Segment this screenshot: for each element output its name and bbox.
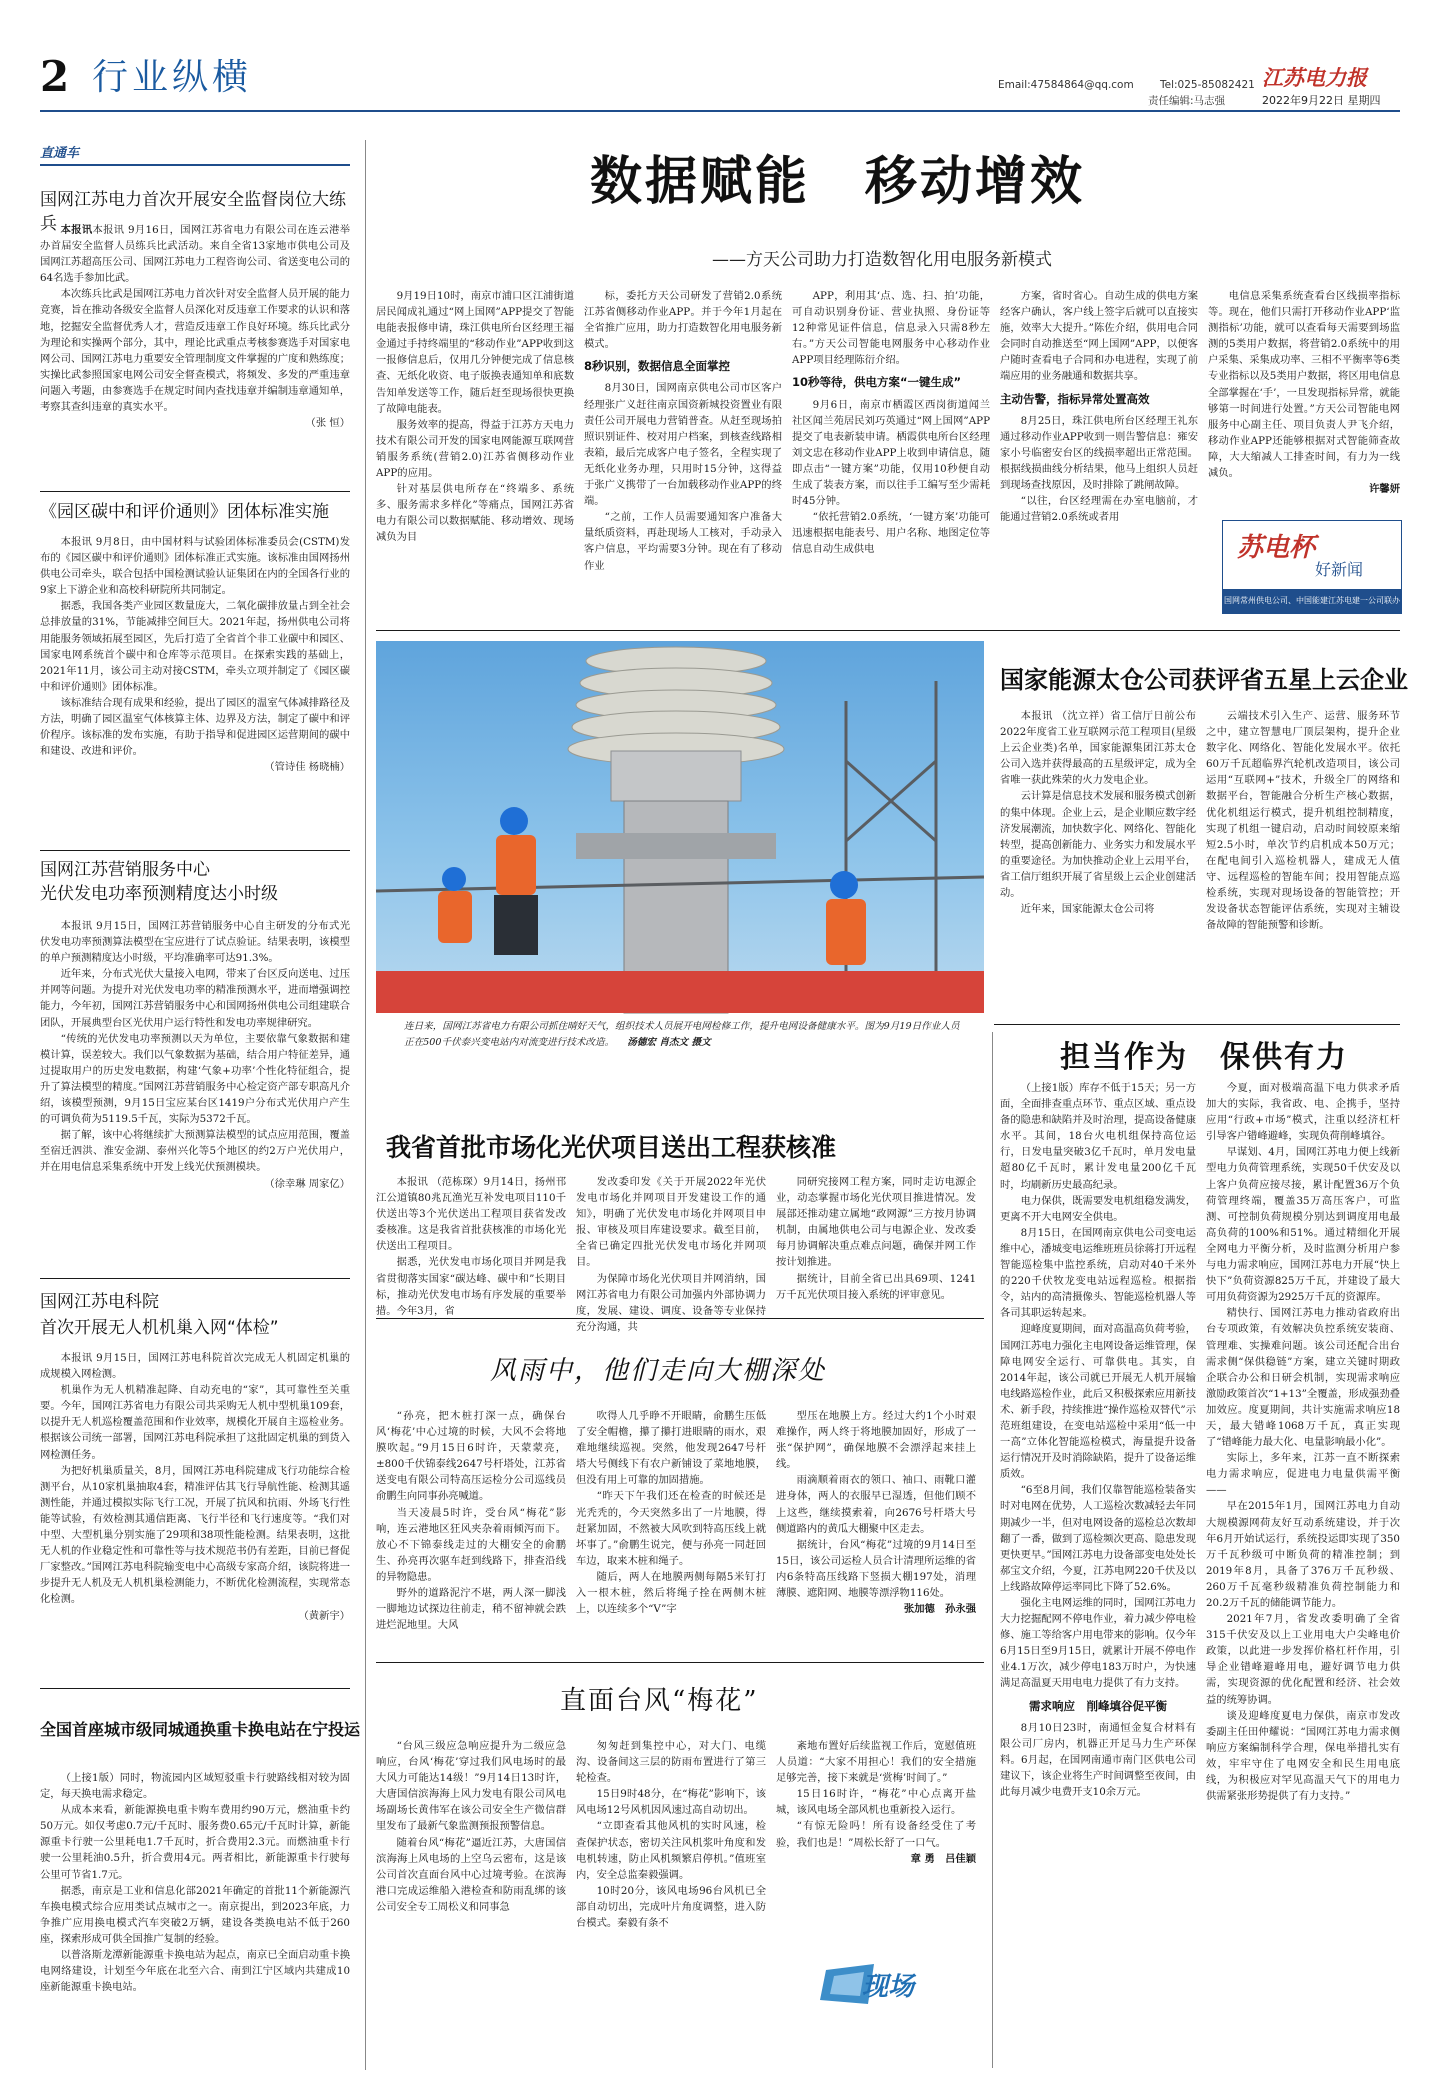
article-body: 紊地布置好后续监视工作后，宽慰值班人员道：“大家不用担心！我们的安全措施足够完善，接下来就是‘赏梅’时间了。” 15日16时许，“梅花”中心点离开盐城，该风电场全部风机也重新投入运行。 “有惊无险吗！所有设备经受住了考验，我们也是！”周松长舒了一口气。 章 勇 吕佳颖 <box>776 1738 976 1946</box>
photo-caption-box <box>376 1013 984 1059</box>
article-body: 本报讯本报讯 9月16日，国网江苏省电力有限公司在连云港举办首届安全监督人员练兵比武活动。来自全省13家地市供电公司及国网江苏超高压公司、国网江苏电力工程咨询公司、省送变电公司的64名选手参加比武。 本次练兵比武是国网江苏电力首次针对安全监督人员开展的能力竞赛，旨在推动各级安全监督人员深化对反违章工作要求的认识和落地，挖掘安全监督优秀人才，营造反违章工作良好环境。练兵比武分为理论和实操两个部分，其中，理论比武重点考核参赛选手对国家电网公司、国网江苏电力重要安全管理制度文件掌握的广度和熟练度；实操比武参照国家电网公司安全督查模式，将频发、多发的严重违章问题入考题，由参赛选手在规定时间内查找违章并编制违章通知单，考察其查纠违章的真实水平。 （张 恒） <box>40 224 350 430</box>
feature-column: 方案，省时省心。自动生成的供电方案经客户确认，客户线上签字后就可以直接实施，效率大大提升。”陈佐介绍，供用电合同会同时自动推送至“网上国网”APP，以便客户随时查看电子合同和办电进程，实现了前端应用的业务融通和数据共享。 主动告警，指标异常处置高效 8月25日，珠江供电所台区经理王礼东通过移动作业APP收到一则告警信息：雍安家小号临密安台区的线损率超出正常范围。根据线损曲线分析结果，他马上组织人员赶到现场查找原因，及时排除了跳闸故障。 “以往，台区经理需在办室电脑前，才能通过营销2.0系统或者用 <box>1000 290 1198 524</box>
feature-column: 9月19日10时，南京市浦口区江浦街道居民闻成礼通过“网上国网”APP提交了智能电能表报修申请，珠江供电所台区经理王福金通过手持终端里的“移动作业”APP收到这一报修信息后，仅用几分钟便完成了信息核查、无纸化收资、电子版换表通知单和底数告知单发送等工作，随后赶至现场很快更换了故障电能表。 服务效率的提高，得益于江苏方天电力技术有限公司开发的国家电网能源互联网营销服务系统(营销2.0)江苏省侧移动作业APP的应用。 针对基层供电所存在“终端多、系统多、服务需求多样化”等痛点，国网江苏省电力有限公司以数据赋能、移动增效、现场减负为目 <box>376 290 574 544</box>
divider <box>376 1318 984 1319</box>
paper-logo: 江苏电力报 <box>1262 65 1367 90</box>
news-photo <box>376 641 984 1013</box>
article-title: 直面台风“梅花” <box>560 1686 759 1716</box>
byline: 章 勇 吕佳颖 <box>910 1852 976 1865</box>
article-body: （上接1版）同时，物流园内区域短驳重卡行驶路线相对较为固定，每天换电需求稳定。 从成本来看，新能源换电重卡购车费用约90万元，燃油重卡约50万元。如仅考虑0.7元/千瓦时、服务费0.65元/千瓦时计算，新能源重卡行驶一公里耗电1.7千瓦时，折合费用2.3元。而燃油重卡行驶一公里耗油0.5升，折合费用4元。两者相比，新能源重卡行驶每公里可节省1.7元。 据悉，南京是工业和信息化部2021年确定的首批11个新能源汽车换电模式综合应用类试点城市之一。南京提出，到2023年底，力争推广应用换电模式汽车突破2万辆，建设各类换电站不低于260座，探索形成可供全国推广复制的经验。 以普洛斯龙潭新能源重卡换电站为起点，南京已全面启动重卡换电网络建设，计划至今年底在北至六合、南到江宁区域内共建成10座新能源重卡换电站。 <box>40 1772 350 1994</box>
page-number: 2 <box>40 52 70 101</box>
article-title-line2: 光伏发电功率预测精度达小时级 <box>40 884 278 904</box>
divider <box>40 491 350 492</box>
article-title: 风雨中，他们走向大棚深处 <box>490 1356 827 1386</box>
article-title: 我省首批市场化光伏项目送出工程获核准 <box>386 1133 837 1162</box>
column-divider <box>992 1032 993 2068</box>
section-tag <box>820 1960 980 2010</box>
masthead-tel: Tel:025-85082421 <box>1160 79 1255 91</box>
article-body: 本报讯 （沈立祥）省工信厅日前公布2022年度省工业互联网示范工程项目(星级上云企业类)名单，国家能源集团江苏太仓公司入选并获得最高的五星级评定，成为全省唯一获此殊荣的火力发电企业。 云计算是信息技术发展和服务模式创新的集中体现。企业上云，是企业顺应数字经济发展潮流，加快数字化、网络化、智能化转型，提高创新能力、业务实力和发展水平的重要途径。为加快推动企业上云用平台，省工信厅组织开展了省星级上云企业创建活动。 近年来，国家能源太仓公司将 <box>1000 710 1196 916</box>
promo-subtitle: 好新闻 <box>1315 560 1364 579</box>
column-divider <box>365 140 366 2070</box>
article-title-line2: 首次开展无人机机巢入网“体检” <box>40 1318 279 1338</box>
article-body: （上接1版）库存不低于15天；另一方面，全面排查重点环节、重点区域、重点设备的隐患和缺陷并及时治理，提高设备健康水平。其间，18台火电机组保持高位运行，日发电量突破3亿千瓦时，单月发电量超80亿千瓦时，累计发电量200亿千瓦时，均刷新历史最高纪录。 电力保供，既需要发电机组稳发满发，更离不开大电网安全供电。 8月15日，在国网南京供电公司变电运维中心，潘城变电运维班班员徐蒋打开远程智能巡检集中监控系统，启动对40千米外的220千伏牧龙变电站远程巡检。根据指令，站内的高清摄像头、智能巡检机器人等各司其职运转起来。 迎峰度夏期间，面对高温高负荷考验，国网江苏电力强化主电网设备运维管理，保障电网安全运行、可靠供电。其实，自2014年起，该公司就已开展无人机开展输电线路巡检作业，此后又积极探索应用新技术、新手段，持续推进“操作巡检双替代”示范班组建设，在变电站巡检中采用“低一中一高”立体化智能巡检模式，海量提升设备运行情况开及时消除缺陷，提升了设备运维质效。 “6至8月间，我们仅靠智能巡检装备实时对电网在优势，人工巡检次数减轻去年同期减少一半，但对电网设备的巡检总次数却翻了一番，做到了巡检频次更高、隐患发现更快更早。”国网江苏电力设备部变电处处长郝宝文介绍，今夏，江苏电网220千伏及以上线路故障停运率同比下降了52.6%。 强化主电网运维的同时，国网江苏电力大力挖掘配网不停电作业，着力减少停电检修、施工等给客户用电带来的影响。仅今年6月15日至9月15日，就累计开展不停电作业4.1万次，减少停电183万时户，为快速满足高温夏天用电电力提供了有力支持。 需求响应 削峰填谷促平衡 8月10日23时，南通恒金复合材料有限公司厂房内，机器正开足马力生产环保料。6月起，在国网南通市南门区供电公司建议下，该企业将生产时间调整至夜间，由此每月减少电费开支10余万元。 <box>1000 1082 1196 1799</box>
divider <box>40 850 350 851</box>
article-title: 国网江苏电力首次开展安全监督岗位大练兵 <box>40 190 346 234</box>
article-body: “台风三级应急响应提升为二级应急响应，台风‘梅花’穿过我们风电场时的最大风力可能达14级！”9月14日13时许，大唐国信滨海海上风力发电有限公司风电场副场长黄伟军在该公司安全生产微信群里发布了最新气象监测预报预警信息。 随着台风“梅花”逼近江苏，大唐国信滨海海上风电场的上空乌云密布，这是该公司首次直面台风中心过境考验。在滨海港口完成运维船入港检查和防雨乱绑的该公司安全专工周松义和同事急 <box>376 1740 566 1913</box>
feature-subheading: 主动告警，指标异常处置高效 <box>1000 391 1150 406</box>
divider <box>376 630 1400 631</box>
masthead-editor: 责任编辑:马志强 <box>1148 95 1226 107</box>
article-body: 本报讯 （范栋琛）9月14日，扬州邗江公道镇80兆瓦渔光互补发电项目110千伏送出等3个光伏送出工程项目获省发改委核准。这是我省首批获核准的市场化光伏送出工程项目。 据悉，光伏发电市场化项目并网是我省贯彻落实国家“碳达峰、碳中和”长期目标，推动光伏发电市场有序发展的重要举措。今年3月，省 <box>376 1176 566 1317</box>
promo-box <box>1222 520 1402 614</box>
masthead-email: Email:47584864@qq.com <box>998 79 1134 91</box>
feature-subheading: 10秒等待，供电方案“一键生成” <box>792 375 962 390</box>
masthead-rule <box>40 110 1400 112</box>
article-body: 型压在地膜上方。经过大约1个小时艰难操作，两人终于将地膜加固好，形成了一张“保护网”，确保地膜不会漂浮起来挂上线。 雨滴顺着雨衣的领口、袖口、雨靴口灌进身体，两人的衣服早已湿透，但他们顾不上这些，继续摸索着，向2676号杆塔大号侧道路内的黄瓜大棚聚中区走去。 据统计，台风“梅花”过境的9月14日至15日，该公司运检人员合计清理所运维的省内6条特高压线路下竖损大棚197处，消理薄膜、遮阳网、地膜等漂浮物116处。 张加德 孙永强 <box>776 1408 976 1658</box>
photo-credit: 汤德宏 肖杰文 摄文 <box>627 1037 711 1048</box>
feature-subtitle: ——方天公司助力打造数智化用电服务新模式 <box>712 250 1052 270</box>
article-title: 《园区碳中和评价通则》团体标准实施 <box>40 502 329 522</box>
section-title: 行业纵横 <box>92 57 253 98</box>
promo-footer: 国网常州供电公司、中国能建江苏电建一公司联办 <box>1223 589 1401 613</box>
section-tag-label: 现场 <box>862 1972 915 2002</box>
feature-column: 标，委托方天公司研发了营销2.0系统江苏省侧移动作业APP。并于今年1月起在全省推广应用，助力打造数智化用电服务新模式。 8秒识别，数据信息全面掌控 8月30日，国网南京供电公司市区客户经理张广义赶往南京国资新城投资置业有限责任公司开展电力营销普查。从赶至现场拍照识别证件、校对用户档案，到核查线路相表箱，最后完成客户电子签名，全程实现了无纸化业务办理，只用时15分钟，这得益于张广义携带了一台加载移动作业APP的终端。 “之前，工作人员需要通知客户准备大量纸质资料，再赴现场人工核对，手动录入客户信息，平均需要3分钟。现在有了移动作业 <box>584 290 782 572</box>
feature-column: APP，利用其‘点、选、扫、拍’功能，可自动识别身份证、营业执照、身份证等12种常见证件信息，信息录入只需8秒左右。”方天公司智能电网服务中心移动作业APP项目经理陈衍介绍。 10秒等待，供电方案“一键生成” 9月6日，南京市栖霞区西岗街道闻兰社区闻兰苑居民刘巧英通过“网上国网”APP提交了电表新装申请。栖霞供电所台区经理刘文忠在移动作业APP上收到申请信息，随即点击“一键方案”功能，仅用10秒便自动生成了装表方案，而以往手工编写至少需耗时45分钟。 “依托营销2.0系统，‘一键方案’功能可迅速根据电能表号、用户名称、地图定位等信息自动生成供电 <box>792 290 990 556</box>
article-body: 发改委印发《关于开展2022年光伏发电市场化并网项目开发建设工作的通知》，明确了光伏发电市场化并网项目申报、审核及项目库建设要求。截至目前，全省已确定四批光伏发电市场化并网项目。 为保障市场化光伏项目并网消纳，国网江苏省电力有限公司加强内外部协调力度，发展、建设、调度、设备等专业保持充分沟通，共 <box>576 1176 766 1333</box>
article-title: 国家能源太仓公司获评省五星上云企业 <box>1000 665 1408 694</box>
article-title: 国网江苏营销服务中心 <box>40 860 210 880</box>
article-body: “孙亮，把木桩打深一点，确保台风‘梅花’中心过境的时候，大风不会将地膜吹起。”9月15日6时许，天蒙蒙亮，±800千伏锦泰线2647号杆塔处，江苏省送变电有限公司特高压运检分公司巡线员俞鹏生向同事孙亮喊道。 当天凌晨5时许，受台风“梅花”影响，连云港地区狂风夹杂着雨倾泻而下。放心不下锦泰线走过的大棚安全的俞鹏生、孙亮再次驱车赶到线路下，排查沿线的异物隐患。 野外的道路泥泞不堪，两人深一脚浅一脚地边试探边往前走，稍不留神就会跌进烂泥地里。大风 <box>376 1410 566 1632</box>
article-subheading: 需求响应 削峰填谷促平衡 <box>1029 1698 1167 1713</box>
promo-title: 苏电杯 <box>1237 533 1316 563</box>
article-title: 担当作为 保供有力 <box>1060 1040 1348 1075</box>
feature-title: 数据赋能 移动增效 <box>590 151 1086 212</box>
article-body: 同研究接网工程方案，同时走访电源企业，动态掌握市场化光伏项目推进情况。发展部还推动建立属地“政网源”三方按月协调机制，由属地供电公司与电源企业、发改委每月协调解决重点难点问题，确保并网工作按计划推进。 据统计，目前全省已出具69项、1241万千瓦光伏项目接入系统的评审意见。 <box>776 1176 976 1301</box>
masthead <box>0 0 1438 110</box>
photo-caption: 连日来，国网江苏省电力有限公司抓住晴好天气，组织技术人员展开电网检修工作，提升电网设备健康水平。图为9月19日作业人员正在500千伏泰兴变电站内对流变进行技术改造。 汤德宏 肖杰文 摄文 <box>404 1021 960 1048</box>
article-body: 吹得人几乎睁不开眼睛，俞鹏生压低了安全帽檐，攥了攥打进眼睛的雨水，艰难地继续巡视。突然，他发现2647号杆塔大号侧线下有农户新铺设了菜地地膜，但没有用上可靠的加固措施。 “昨天下午我们还在检查的时候还是光秃秃的，今天突然多出了一片地膜，得赶紧加固，不然被大风吹到特高压线上就坏事了。”俞鹏生说完，便与孙亮一同赶回车边，取来木桩和绳子。 随后，两人在地膜两侧每隔5米钉打入一根木桩，然后将绳子拴在两侧木桩上，以连续多个“V”字 <box>576 1410 766 1616</box>
divider <box>994 1024 1400 1025</box>
article-body: 匆匆赶到集控中心，对大门、电缆沟、设备间这三层的防雨布置进行了第三轮检查。 15日9时48分，在“梅花”影响下，该风电场12号风机因风速过高自动切出。 “立即查看其他风机的实时风速，检查保护状态，密切关注风机浆叶角度和发电机转速，防止风机频繁启停机。”值班室内，安全总监秦毅强调。 10时20分，该风电场96台风机已全部自动切出，完成叶片角度调整，进入防台模式。秦毅有条不 <box>576 1740 766 1930</box>
article-title: 国网江苏电科院 <box>40 1292 159 1312</box>
divider <box>40 1278 350 1279</box>
divider <box>376 1662 984 1663</box>
article-body: 本报讯 9月8日，由中国材料与试验团体标准委员会(CSTM)发布的《园区碳中和评价通则》团体标准正式实施。该标准由国网扬州供电公司牵头，联合包括中国检测试验认证集团在内的全国各行业的9家上下游企业和高校科研院所共同制定。 据悉，我国各类产业园区数量庞大，二氧化碳排放量占到全社会总排放量的31%，节能减排空间巨大。2021年起，扬州供电公司将用能服务领域拓展至园区，先后打造了全省首个非工业碳中和园区、国家电网系统首个碳中和仓库等示范项目。在探索实践的基础上，2021年11月，该公司主动对接CSTM，牵头立项并制定了《园区碳中和评价通则》团体标准。 该标准结合现有成果和经验，提出了园区的温室气体减排路径及方法，明确了园区温室气体核算主体、边界及方法，制定了碳中和评价程序。该标准的发布实施，有助于指导和促进园区运营期间的碳中和建设、改进和评价。 （管诗佳 杨晓楠） <box>40 536 350 774</box>
substation-photo-illustration <box>376 641 984 1013</box>
article-body: 今夏，面对极端高温下电力供求矛盾加大的实际，我省政、电、企携手，坚持应用“行政+市场”模式，注重以经济杠杆引导客户错峰避峰，实现负荷削峰填谷。 早谋划、4月，国网江苏电力便上线新型电力负荷管理系统，实现50千伏安及以上客户负荷应接尽接，累计配置36万个负荷管理终端，覆盖35万高压客户，可监测、可控制负荷规模分别达到调度用电最高负荷的100%和51%。通过精细化开展全网电力平衡分析，及时监测分析用户参与电力需求响应，国网江苏电力开展“快上快下”负荷资源825万千瓦，并建设了最大可用负荷资源为2925万千瓦的资源库。 精快行、国网江苏电力推动省政府出台专项政策，有效解决负控系统安装商、管理难、实操难问题。该公司还配合出台需求侧“保供稳链”方案，建立关键时期政企联合办公和日研会机制，实现需求响应激励政策首次“1+13”全覆盖，形成强劲叠加效应。度夏期间，共计实施需求响应18天，最大错峰1068万千瓦，真正实现了“错峰能力最大化、电量影响最小化”。 实际上，多年来，江苏一直不断探索电力需求响应，促进电力电量供需平衡—— 早在2015年1月，国网江苏电力自动大规模源网荷友好互动系统建设，并于次年6月开始试运行，系统投运即实现了350万千瓦秒级可中断负荷的精准控制；到2019年8月，具备了376万千瓦秒级、260万千瓦毫秒级精准负荷控制能力和20.2万千瓦的储能调节能力。 2021年7月，省发改委明确了全省315千伏安及以上工业用电大户尖峰电价政策，以此进一步发挥价格杠杆作用，引导企业错峰避峰用电，避好调节电力供需，实现资源的优化配置和经济、社会效益的统筹协调。 谈及迎峰度夏电力保供，南京市发改委副主任田仲耀说：“国网江苏电力需求侧响应方案编制科学合理，保电举措扎实有效，牢牢守住了电网安全和民生用电底线，为积极应对罕见高温天气下的用电力供需紧张形势提供了有力支持。” <box>1206 1082 1400 1803</box>
kicker-box <box>40 142 350 166</box>
article-body: 本报讯 9月15日，国网江苏营销服务中心自主研发的分布式光伏发电功率预测算法模型在宝应进行了试点验证。结果表明，该模型的单户预测精度达小时级，平均准确率可达91.3%。 近年来，分布式光伏大量接入电网，带来了台区反向送电、过压并网等问题。为提升对光伏发电功率的精准预测水平，进而增强调控能力，今年初，国网江苏营销服务中心和国网扬州供电公司组建联合团队，开展典型台区光伏用户运行特性和发电功率规律研究。 “传统的光伏发电功率预测以天为单位，主要依靠气象数据和建模计算，误差较大。我们以气象数据为基础，结合用户特征差异，通过提取用户的历史发电数据，构建‘气象+功率’个性化特征组合，提升了算法模型的精度。”国网江苏营销服务中心检定资产部专职高凡介绍，该模型预测，9月15日宝应某台区1419户分布式光伏用户产生的可调负荷为5119.5千瓦，实际为5372千瓦。 据了解，该中心将继续扩大预测算法模型的试点应用范围，覆盖至宿迁泗洪、淮安金湖、泰州兴化等5个地区的约2万户光伏用户，并在用电信息采集系统中开发上线光伏预测模块。 （徐幸琳 周家亿） <box>40 920 350 1190</box>
divider <box>40 1688 350 1689</box>
article-body: 本报讯 9月15日，国网江苏电科院首次完成无人机固定机巢的成规模入网检测。 机巢作为无人机精准起降、自动充电的“家”，其可靠性至关重要。今年，国网江苏省电力有限公司共采购无人机中型机巢109套，以提升无人机巡检覆盖范围和作业效率，规模化开展自主巡检业务。根据该公司统一部署，国网江苏电科院承担了这批固定机巢的到货入网检测任务。 为把好机巢质量关，8月，国网江苏电科院建成飞行功能综合检测平台，从10家机巢抽取4套，精准评估其飞行导航性能、检测其遥测性能，并通过模拟实际飞行工况，开展了抗风和抗雨、外场飞行性能等试验，有效检测其通信距离、飞行半径和飞行速度等。“我们对中型、大型机巢分别实施了29项和38项性能检测。结果表明，这批无人机的作业稳定性和可靠性等与技术规范书仍有差距，目前已督促厂家整改。”国网江苏电科院输变电中心高级专家高介绍，该院将进一步提升无人机及无人机机巢检测能力，不断优化检测流程，实现常态化检测。 （黄新宇） <box>40 1352 350 1622</box>
kicker-label: 直通车 <box>40 146 80 161</box>
article-body: 云端技术引入生产、运营、服务环节之中，建立智慧电厂顶层架构，提升企业数字化、网络化、智能化发展水平。依托60万千瓦超临界汽轮机改造项目，该公司运用“互联网+”技术，升级全厂的网络和数据平台，智能融合分析生产核心数据，优化机组运行模式，提升机组控制精度，实现了机组一键启动，启动时间较原来缩短2.5小时，单次节约启机成本50万元；在配电间引入巡检机器人，建成无人值守、远程巡检的智能车间；投用智能点巡检系统，实现对现场设备的智能管控；开发设备状态智能评估系统，实现对主辅设备故障的智能预警和诊断。 <box>1206 710 1400 932</box>
feature-subheading: 8秒识别，数据信息全面掌控 <box>584 359 731 374</box>
article-title: 全国首座城市级同城通换重卡换电站在宁投运 <box>40 1720 361 1739</box>
masthead-date: 2022年9月22日 星期四 <box>1262 94 1381 107</box>
feature-column: 电信息采集系统查看台区线损率指标等。现在，他们只需打开移动作业APP‘监测指标’功能，就可以查看每天需要到场监测的5类用户数据，将营销2.0系统中的用户采集、采集成功率、三相不平衡率等6类专业指标以及5类用户数据，将区用电信息全部掌握在‘手’，一旦发现指标异常，就能够第一时间进行处置。”方天公司智能电网服务中心副主任、项目负责人尹飞介绍，移动作业APP还能够根据对式智能筛查故障，大大缩减人工排查时间，有力为一线减负。 许馨妍 <box>1208 290 1400 496</box>
byline: 张加德 孙永强 <box>903 1603 976 1616</box>
